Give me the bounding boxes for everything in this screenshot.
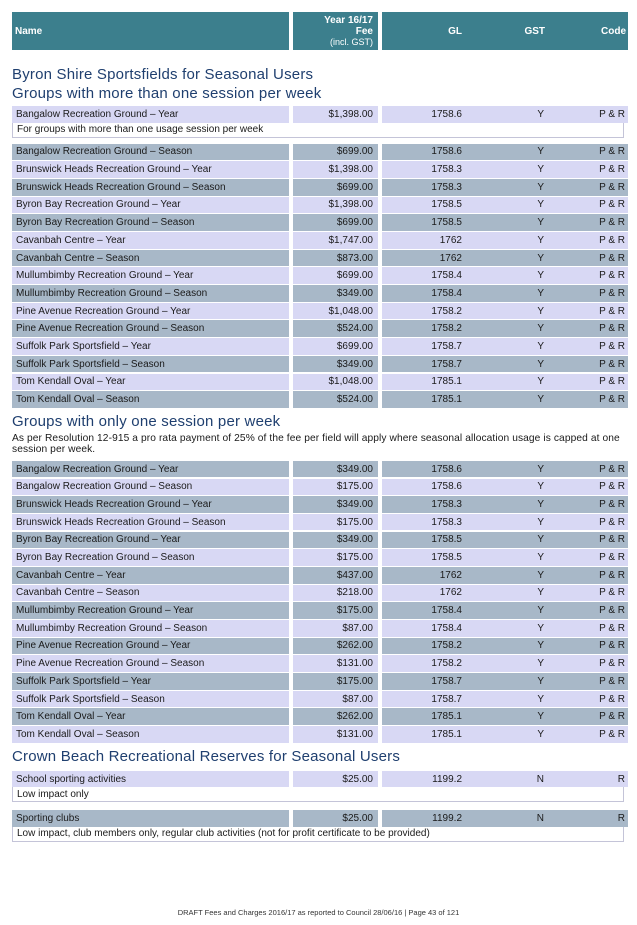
row-name: Cavanbah Centre – Year (12, 567, 289, 584)
table-row (12, 691, 624, 708)
row-name: Brunswick Heads Recreation Ground – Season (12, 514, 289, 531)
header-fee-year: Year 16/17 (324, 14, 373, 26)
subsection-title-single: Groups with only one session per week (12, 412, 281, 430)
row-gst: Y (537, 323, 544, 335)
row-fee: $437.00 (293, 567, 378, 584)
row-note: For groups with more than one usage session per week (12, 123, 624, 138)
row-fee: $524.00 (293, 391, 378, 408)
row-fee: $131.00 (293, 655, 378, 672)
row-name: Mullumbimby Recreation Ground – Year (12, 267, 289, 284)
table-row (12, 197, 624, 214)
row-fee: $699.00 (293, 267, 378, 284)
row-name: Suffolk Park Sportsfield – Season (12, 691, 289, 708)
row-gl: 1785.1 (431, 376, 462, 388)
header-fee-label: Fee (355, 25, 373, 37)
table-row (12, 374, 624, 391)
row-gl: 1758.4 (431, 622, 462, 634)
row-fee: $1,398.00 (293, 197, 378, 214)
row-code: P & R (599, 164, 625, 176)
table-multi-session (12, 144, 624, 408)
table-row (12, 214, 624, 231)
row-fee: $699.00 (293, 144, 378, 161)
row-gl: 1758.5 (431, 199, 462, 211)
row-gst: Y (537, 252, 544, 264)
header-gl: GL (448, 25, 462, 37)
table-row (12, 673, 624, 690)
page-footer: DRAFT Fees and Charges 2016/17 as reported to Council 28/06/16 | Page 43 of 121 (177, 908, 460, 917)
table-header (12, 12, 624, 50)
row-code: P & R (599, 252, 625, 264)
row-gst: Y (537, 181, 544, 193)
row-gst: Y (537, 234, 544, 246)
row-gl: 1758.5 (431, 217, 462, 229)
table-row (12, 232, 624, 249)
row-code: P & R (599, 711, 625, 723)
table-row (12, 549, 624, 566)
row-fee: $262.00 (293, 708, 378, 725)
row-fee: $349.00 (293, 532, 378, 549)
table-row (12, 320, 624, 337)
table-row (12, 726, 624, 743)
row-fee: $1,048.00 (293, 303, 378, 320)
header-gst: GST (524, 25, 545, 37)
row-fee: $175.00 (293, 602, 378, 619)
row-gl: 1758.6 (431, 463, 462, 475)
row-gl: 1762 (439, 234, 462, 246)
row-gst: Y (537, 394, 544, 406)
row-gst: Y (537, 463, 544, 475)
table-row (12, 708, 624, 725)
row-gl: 1758.5 (431, 534, 462, 546)
row-gst: Y (537, 658, 544, 670)
row-gl: 1758.2 (431, 305, 462, 317)
row-code: P & R (599, 217, 625, 229)
table-row (12, 461, 624, 478)
row-gst: Y (537, 481, 544, 493)
row-code: P & R (599, 323, 625, 335)
row-fee: $349.00 (293, 461, 378, 478)
row-gst: Y (537, 270, 544, 282)
row-fee: $349.00 (293, 356, 378, 373)
row-gst: Y (537, 534, 544, 546)
header-gl-gst-code (382, 12, 628, 50)
row-name: Mullumbimby Recreation Ground – Season (12, 620, 289, 637)
row-gl: 1762 (439, 587, 462, 599)
row-code: P & R (599, 569, 625, 581)
table-row (12, 267, 624, 284)
table-row (12, 567, 624, 584)
row-gst: Y (537, 622, 544, 634)
row-fee: $349.00 (293, 496, 378, 513)
row-fee: $1,747.00 (293, 232, 378, 249)
row-name: Bangalow Recreation Ground – Year (12, 461, 289, 478)
row-fee: $524.00 (293, 320, 378, 337)
row-fee: $699.00 (293, 338, 378, 355)
table-single-session (12, 461, 624, 743)
header-name: Name (12, 12, 289, 50)
row-name: Byron Bay Recreation Ground – Year (12, 532, 289, 549)
row-gl: 1785.1 (431, 728, 462, 740)
row-gst: Y (537, 711, 544, 723)
row-gst: Y (537, 728, 544, 740)
row-name: Brunswick Heads Recreation Ground – Season (12, 179, 289, 196)
table-row (12, 532, 624, 549)
row-gst: Y (537, 516, 544, 528)
row-gl: 1758.7 (431, 340, 462, 352)
row-code: P & R (599, 693, 625, 705)
row-code: P & R (599, 640, 625, 652)
row-fee: $175.00 (293, 673, 378, 690)
row-name: Byron Bay Recreation Ground – Season (12, 214, 289, 231)
row-gst: Y (537, 640, 544, 652)
row-fee: $175.00 (293, 514, 378, 531)
table-row (12, 250, 624, 267)
row-name: Tom Kendall Oval – Year (12, 374, 289, 391)
row-code: P & R (599, 481, 625, 493)
row-gst: Y (537, 340, 544, 352)
row-gl: 1758.3 (431, 498, 462, 510)
row-gst: Y (537, 675, 544, 687)
row-code: P & R (599, 498, 625, 510)
header-fee-gst-note: (incl. GST) (329, 36, 373, 47)
table-row (12, 585, 624, 602)
row-code: P & R (599, 622, 625, 634)
row-fee: $218.00 (293, 585, 378, 602)
row-fee: $262.00 (293, 638, 378, 655)
row-code: P & R (599, 534, 625, 546)
row-code: P & R (599, 658, 625, 670)
row-code: P & R (599, 552, 625, 564)
row-gl: 1758.4 (431, 605, 462, 617)
row-code: P & R (599, 376, 625, 388)
row-name: Brunswick Heads Recreation Ground – Year (12, 161, 289, 178)
page (12, 12, 624, 842)
row-code: P & R (599, 728, 625, 740)
row-name: Suffolk Park Sportsfield – Season (12, 356, 289, 373)
single-session-description: As per Resolution 12-915 a pro rata payment of 25% of the fee per field will apply where seasonal allocation usage is capped at one session per week. (12, 432, 620, 456)
row-name: Tom Kendall Oval – Season (12, 391, 289, 408)
row-gl: 1762 (439, 569, 462, 581)
row-name: Pine Avenue Recreation Ground – Season (12, 655, 289, 672)
header-fee (293, 12, 378, 50)
row-fee: $131.00 (293, 726, 378, 743)
row-gst: Y (537, 305, 544, 317)
row-gst: Y (537, 199, 544, 211)
row-name: Byron Bay Recreation Ground – Season (12, 549, 289, 566)
row-code: P & R (599, 305, 625, 317)
table-row (12, 179, 624, 196)
row-name: Brunswick Heads Recreation Ground – Year (12, 496, 289, 513)
row-code: P & R (599, 463, 625, 475)
table-row: School sporting activities $25.00 1199.2 N R (12, 771, 624, 788)
row-gst: Y (537, 287, 544, 299)
row-gl: 1758.2 (431, 640, 462, 652)
row-code: P & R (599, 394, 625, 406)
row-gl: 1758.7 (431, 693, 462, 705)
table-row (12, 514, 624, 531)
row-name: Tom Kendall Oval – Season (12, 726, 289, 743)
row-gl: 1758.2 (431, 658, 462, 670)
row-fee: $175.00 (293, 549, 378, 566)
row-fee: $349.00 (293, 285, 378, 302)
row-code: P & R (599, 146, 625, 158)
row-gl: 1785.1 (431, 394, 462, 406)
row-gl: 1758.2 (431, 323, 462, 335)
row-code: P & R (599, 199, 625, 211)
row-gst: Y (537, 217, 544, 229)
row-gst: Y (537, 693, 544, 705)
row-gl: 1758.7 (431, 675, 462, 687)
table-row (12, 161, 624, 178)
row-name: Bangalow Recreation Ground – Season (12, 479, 289, 496)
row-fee: $699.00 (293, 214, 378, 231)
row-code: P & R (599, 358, 625, 370)
row-gl: 1758.4 (431, 270, 462, 282)
table-row (12, 602, 624, 619)
row-gst: Y (537, 605, 544, 617)
row-fee: $1,048.00 (293, 374, 378, 391)
row-fee: $873.00 (293, 250, 378, 267)
row-code: P & R (599, 587, 625, 599)
table-row: Sporting clubs $25.00 1199.2 N R (12, 810, 624, 827)
row-gl: 1758.5 (431, 552, 462, 564)
header-code: Code (601, 25, 626, 37)
table-row (12, 620, 624, 637)
row-code: P & R (599, 675, 625, 687)
row-name: Byron Bay Recreation Ground – Year (12, 197, 289, 214)
row-gst: Y (537, 376, 544, 388)
table-row (12, 391, 624, 408)
row-gl: 1758.7 (431, 358, 462, 370)
table-row (12, 638, 624, 655)
table-row (12, 285, 624, 302)
table-row (12, 144, 624, 161)
row-gl: 1758.3 (431, 516, 462, 528)
row-gl: 1762 (439, 252, 462, 264)
row-gst: Y (537, 569, 544, 581)
row-name: Cavanbah Centre – Year (12, 232, 289, 249)
row-gl: 1758.3 (431, 181, 462, 193)
row-fee: $87.00 (293, 691, 378, 708)
row-fee: $1,398.00 (293, 161, 378, 178)
row-name: Pine Avenue Recreation Ground – Year (12, 638, 289, 655)
row-name: Tom Kendall Oval – Year (12, 708, 289, 725)
row-note: Low impact, club members only, regular club activities (not for profit certificate to be provided) (12, 827, 624, 842)
row-gst: Y (537, 498, 544, 510)
table-row (12, 655, 624, 672)
row-name: Suffolk Park Sportsfield – Year (12, 338, 289, 355)
table-row (12, 303, 624, 320)
row-code: P & R (599, 605, 625, 617)
row-note: Low impact only (12, 787, 624, 802)
row-fee: $87.00 (293, 620, 378, 637)
row-gst: Y (537, 164, 544, 176)
row-gst: Y (537, 552, 544, 564)
table-row (12, 356, 624, 373)
section-title-crown: Crown Beach Recreational Reserves for Seasonal Users (12, 747, 401, 765)
row-gl: 1758.3 (431, 164, 462, 176)
row-code: P & R (599, 340, 625, 352)
row-fee: $699.00 (293, 179, 378, 196)
row-gst: Y (537, 587, 544, 599)
row-gl: 1758.6 (431, 146, 462, 158)
table-row (12, 496, 624, 513)
row-name: Bangalow Recreation Ground – Season (12, 144, 289, 161)
section-title-byron: Byron Shire Sportsfields for Seasonal Users (12, 66, 314, 83)
row-code: P & R (599, 181, 625, 193)
table-row (12, 338, 624, 355)
table-row (12, 479, 624, 496)
row-fee: $175.00 (293, 479, 378, 496)
row-code: P & R (599, 287, 625, 299)
row-gst: Y (537, 358, 544, 370)
table-row: Bangalow Recreation Ground – Year $1,398.00 1758.6 Y P & R (12, 106, 624, 123)
row-name: Mullumbimby Recreation Ground – Year (12, 602, 289, 619)
row-code: P & R (599, 516, 625, 528)
subsection-title-multi: Groups with more than one session per week (12, 85, 322, 102)
row-gl: 1758.4 (431, 287, 462, 299)
row-name: Mullumbimby Recreation Ground – Season (12, 285, 289, 302)
row-name: Cavanbah Centre – Season (12, 250, 289, 267)
row-name: Pine Avenue Recreation Ground – Year (12, 303, 289, 320)
row-code: P & R (599, 234, 625, 246)
row-name: Cavanbah Centre – Season (12, 585, 289, 602)
row-gl: 1785.1 (431, 711, 462, 723)
row-gst: Y (537, 146, 544, 158)
row-name: Suffolk Park Sportsfield – Year (12, 673, 289, 690)
row-name: Pine Avenue Recreation Ground – Season (12, 320, 289, 337)
row-gl: 1758.6 (431, 481, 462, 493)
row-code: P & R (599, 270, 625, 282)
